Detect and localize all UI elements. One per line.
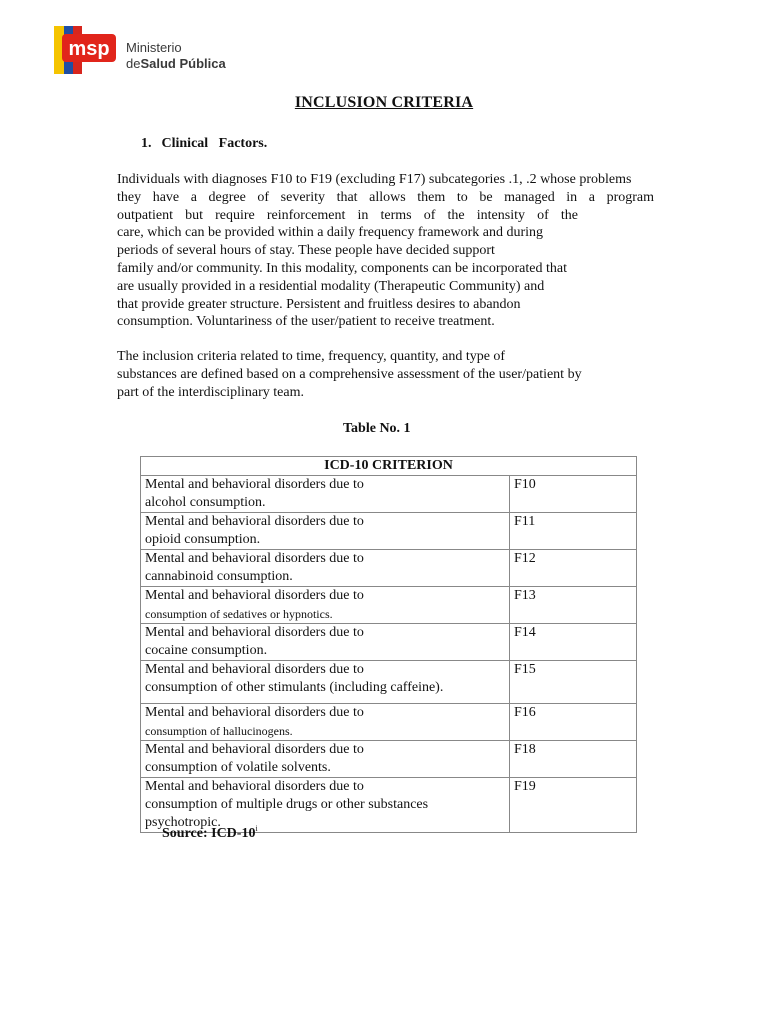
footnote-marker: i xyxy=(255,824,258,833)
table-row xyxy=(141,741,637,778)
criterion-description: Mental and behavioral disorders due to opioid consumption. xyxy=(141,513,510,550)
criterion-code: F18 xyxy=(510,741,637,778)
section-label: Clinical Factors. xyxy=(161,136,268,151)
section-number: 1. xyxy=(141,136,152,151)
paragraph-line: they have a degree of severity that allows them to be managed in a program xyxy=(117,189,654,205)
paragraph-line: care, which can be provided within a daily frequency framework and during xyxy=(117,225,544,241)
criterion-description: Mental and behavioral disorders due to alcohol consumption. xyxy=(141,476,510,513)
criterion-description: Mental and behavioral disorders due to cannabinoid consumption. xyxy=(141,550,510,587)
paragraph-line: The inclusion criteria related to time, frequency, quantity, and type of xyxy=(117,349,506,364)
paragraph-line: consumption. Voluntariness of the user/patient to receive treatment. xyxy=(117,314,495,330)
table-row xyxy=(141,704,637,741)
org-name-line2: deSalud Pública xyxy=(126,56,226,71)
paragraph-line: part of the interdisciplinary team. xyxy=(117,384,304,400)
criterion-code: F16 xyxy=(510,704,637,741)
paragraph-line: periods of several hours of stay. These people have decided support xyxy=(117,243,495,259)
table-row xyxy=(141,476,637,513)
table-row xyxy=(141,778,637,833)
section-heading xyxy=(141,136,267,152)
criterion-code: F15 xyxy=(510,661,637,704)
criterion-code: F12 xyxy=(510,550,637,587)
paragraph-line: that provide greater structure. Persistent and fruitless desires to abandon xyxy=(117,296,521,312)
source-label: Source: ICD-10 xyxy=(162,826,256,841)
table-caption: Table No. 1 xyxy=(343,421,411,436)
criterion-code: F11 xyxy=(510,513,637,550)
paragraph-assessment xyxy=(117,348,582,401)
paragraph-clinical-factors xyxy=(117,171,654,331)
paragraph-line: Individuals with diagnoses F10 to F19 (excluding F17) subcategories .1, .2 whose problems xyxy=(117,172,632,187)
icd10-criteria-table xyxy=(140,456,637,833)
paragraph-line: family and/or community. In this modality, components can be incorporated that xyxy=(117,260,567,276)
table-source xyxy=(162,826,258,842)
paragraph-line: substances are defined based on a comprehensive assessment of the user/patient by xyxy=(117,366,582,382)
criterion-description: Mental and behavioral disorders due to consumption of hallucinogens. xyxy=(141,704,510,741)
table-header: ICD-10 CRITERION xyxy=(141,457,637,476)
msp-logo-icon xyxy=(54,26,118,74)
logo-text: msp xyxy=(68,38,110,60)
ministry-logo xyxy=(54,26,254,76)
criterion-code: F10 xyxy=(510,476,637,513)
criterion-code: F13 xyxy=(510,587,637,624)
criterion-description: Mental and behavioral disorders due to cocaine consumption. xyxy=(141,624,510,661)
page-title: INCLUSION CRITERIA xyxy=(294,94,474,111)
paragraph-line: outpatient but require reinforcement in terms of the intensity of the xyxy=(117,207,578,223)
criterion-code: F19 xyxy=(510,778,637,833)
criterion-description: Mental and behavioral disorders due to consumption of volatile solvents. xyxy=(141,741,510,778)
table-header-row xyxy=(141,457,637,476)
org-name-line1: Ministerio xyxy=(126,40,182,55)
paragraph-line: are usually provided in a residential modality (Therapeutic Community) and xyxy=(117,278,545,294)
table-row xyxy=(141,624,637,661)
table-row xyxy=(141,550,637,587)
criterion-description: Mental and behavioral disorders due to consumption of sedatives or hypnotics. xyxy=(141,587,510,624)
criterion-code: F14 xyxy=(510,624,637,661)
criterion-description: Mental and behavioral disorders due to consumption of other stimulants (including caffeine). xyxy=(141,661,510,704)
table-row xyxy=(141,513,637,550)
table-row xyxy=(141,587,637,624)
criterion-description: Mental and behavioral disorders due to consumption of multiple drugs or other substances psychotropic. xyxy=(141,778,510,833)
table-row xyxy=(141,661,637,704)
